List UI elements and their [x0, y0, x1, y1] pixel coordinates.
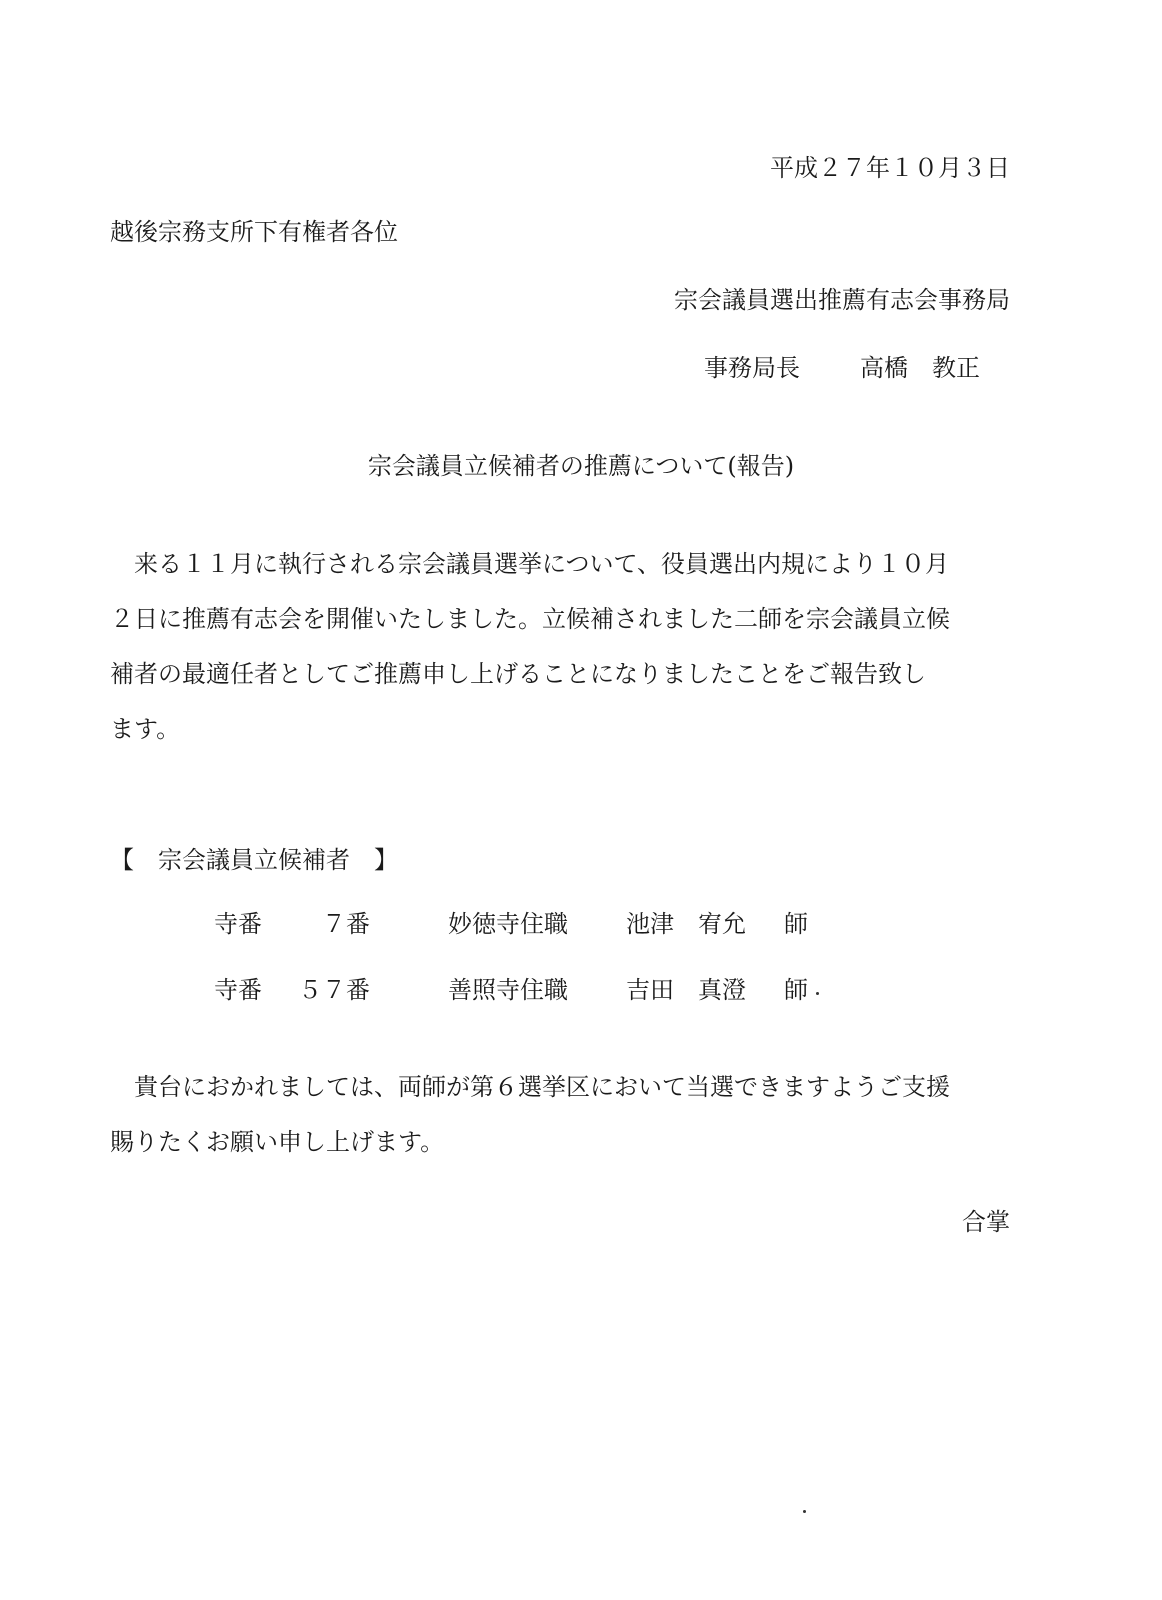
- candidate-honorific: 師: [784, 976, 808, 1004]
- paragraph-line: 補者の最適任者としてご推薦申し上げることになりましたことをご報告致し: [110, 660, 926, 688]
- letter-addressee: 越後宗務支所下有権者各位: [110, 218, 398, 246]
- candidate-label: 寺番: [214, 910, 262, 938]
- request-paragraph: [110, 1060, 1020, 1170]
- scan-speck: [816, 992, 819, 995]
- candidates-heading: 【 宗会議員立候補者 】: [110, 846, 398, 874]
- paragraph-line: ます。: [110, 715, 181, 743]
- sender-position: 事務局長: [704, 354, 800, 382]
- letter-closing: 合掌: [962, 1208, 1010, 1236]
- candidate-row: [0, 910, 1162, 940]
- scan-speck: [803, 1510, 806, 1513]
- paragraph-line: 貴台におかれましては、両師が第６選挙区において当選できますようご支援: [110, 1073, 950, 1101]
- candidate-label: 寺番: [214, 976, 262, 1004]
- candidate-honorific: 師: [784, 910, 808, 938]
- letter-date: 平成２７年１０月３日: [770, 154, 1010, 182]
- report-paragraph: [110, 537, 1020, 757]
- sender-organization: 宗会議員選出推薦有志会事務局: [674, 286, 1010, 314]
- candidate-name: 吉田 真澄: [626, 976, 746, 1004]
- candidate-name: 池津 宥允: [626, 910, 746, 938]
- candidate-number: ７番: [322, 910, 370, 938]
- paragraph-line: 賜りたくお願い申し上げます。: [110, 1128, 445, 1156]
- candidate-number: ５７番: [298, 976, 370, 1004]
- candidate-temple: 善照寺住職: [448, 976, 568, 1004]
- sender-name: 高橋 教正: [860, 354, 980, 382]
- candidate-row: [0, 976, 1162, 1006]
- paragraph-line: ２日に推薦有志会を開催いたしました。立候補されました二師を宗会議員立候: [110, 605, 950, 633]
- paragraph-line: 来る１１月に執行される宗会議員選挙について、役員選出内規により１０月: [110, 550, 950, 578]
- letter-title: 宗会議員立候補者の推薦について(報告): [367, 452, 795, 480]
- candidate-temple: 妙徳寺住職: [448, 910, 568, 938]
